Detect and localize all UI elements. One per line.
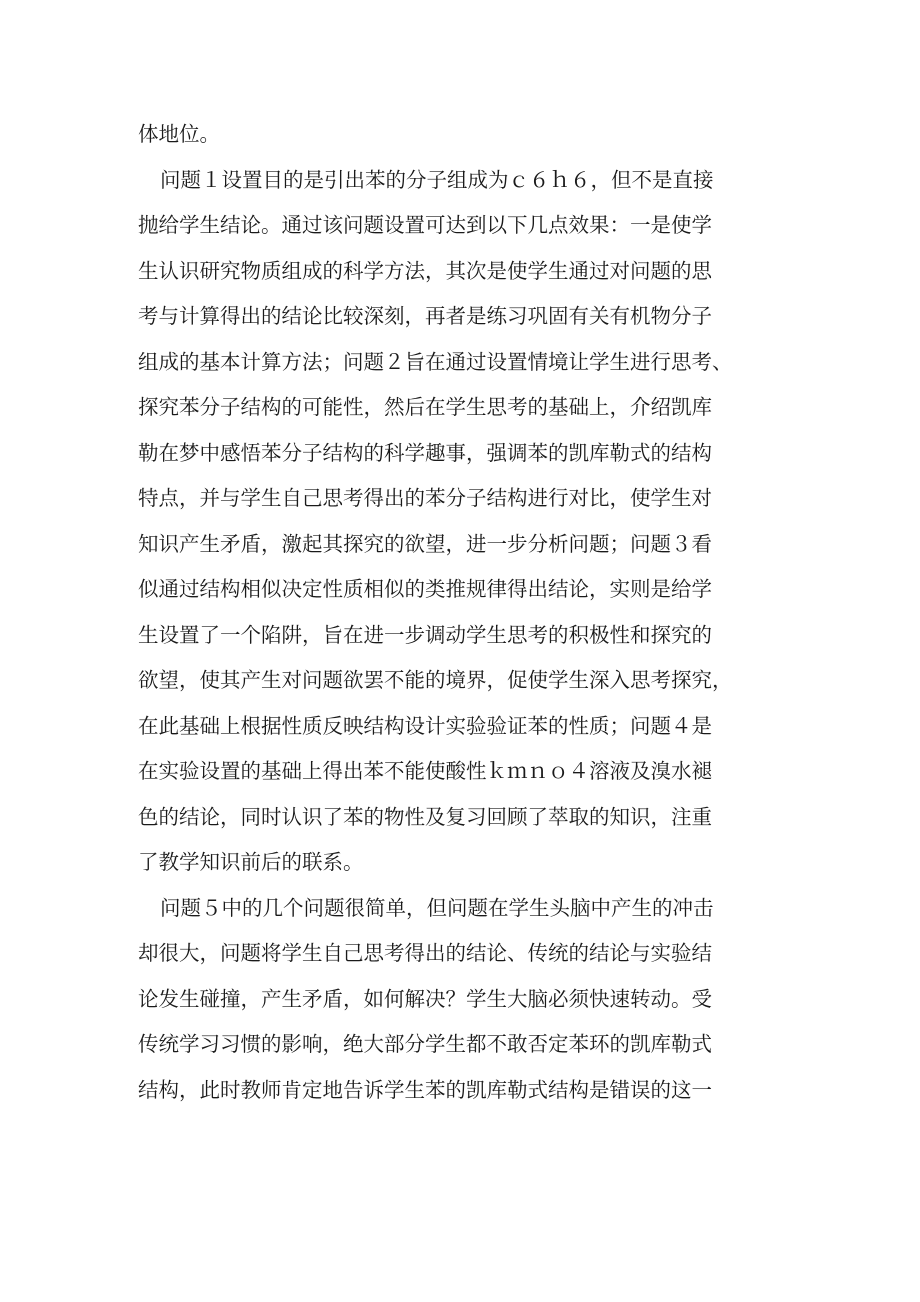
text-line: 传统学习习惯的影响，绝大部分学生都不敢否定苯环的凯库勒式	[138, 1032, 712, 1056]
text-line: 论发生碰撞，产生矛盾，如何解决？学生大脑必须快速转动。受	[138, 986, 712, 1011]
text-line: 欲望，使其产生对问题欲罢不能的境界，促使学生深入思考探究，	[138, 668, 733, 692]
text-line: 勒在梦中感悟苯分子结构的科学趣事，强调苯的凯库勒式的结构	[138, 440, 712, 465]
paragraph-start-line: 问题１设置目的是引出苯的分子组成为ｃ６ｈ６，但不是直接	[160, 167, 714, 192]
text-line: 生设置了一个陷阱，旨在进一步调动学生思考的积极性和探究的	[138, 622, 712, 647]
text-line: 在实验设置的基础上得出苯不能使酸性ｋｍｎｏ４溶液及溴水褪	[138, 759, 712, 783]
text-line: 了教学知识前后的联系。	[138, 850, 364, 874]
paragraph-start-line: 问题５中的几个问题很简单，但问题在学生头脑中产生的冲击	[160, 895, 714, 920]
text-line: 抛给学生结论。通过该问题设置可达到以下几点效果：一是使学	[138, 213, 712, 237]
text-line: 组成的基本计算方法；问题２旨在通过设置情境让学生进行思考、	[138, 349, 733, 374]
text-line: 色的结论，同时认识了苯的物性及复习回顾了萃取的知识，注重	[138, 804, 712, 829]
text-line: 特点，并与学生自己思考得出的苯分子结构进行对比，使学生对	[138, 486, 712, 510]
text-line: 考与计算得出的结论比较深刻，再者是练习巩固有关有机物分子	[138, 304, 712, 328]
text-line: 探究苯分子结构的可能性，然后在学生思考的基础上，介绍凯库	[138, 395, 712, 419]
text-line: 生认识研究物质组成的科学方法，其次是使学生通过对问题的思	[138, 258, 712, 283]
text-line: 体地位。	[138, 122, 220, 146]
text-line: 却很大，问题将学生自己思考得出的结论、传统的结论与实验结	[138, 941, 712, 965]
document-body	[138, 112, 758, 1113]
text-line: 知识产生矛盾，激起其探究的欲望，进一步分析问题；问题３看	[138, 531, 712, 556]
text-line: 似通过结构相似决定性质相似的类推规律得出结论，实则是给学	[138, 577, 712, 601]
text-line: 在此基础上根据性质反映结构设计实验验证苯的性质；问题４是	[138, 713, 712, 738]
text-line: 结构，此时教师肯定地告诉学生苯的凯库勒式结构是错误的这一	[138, 1077, 712, 1102]
